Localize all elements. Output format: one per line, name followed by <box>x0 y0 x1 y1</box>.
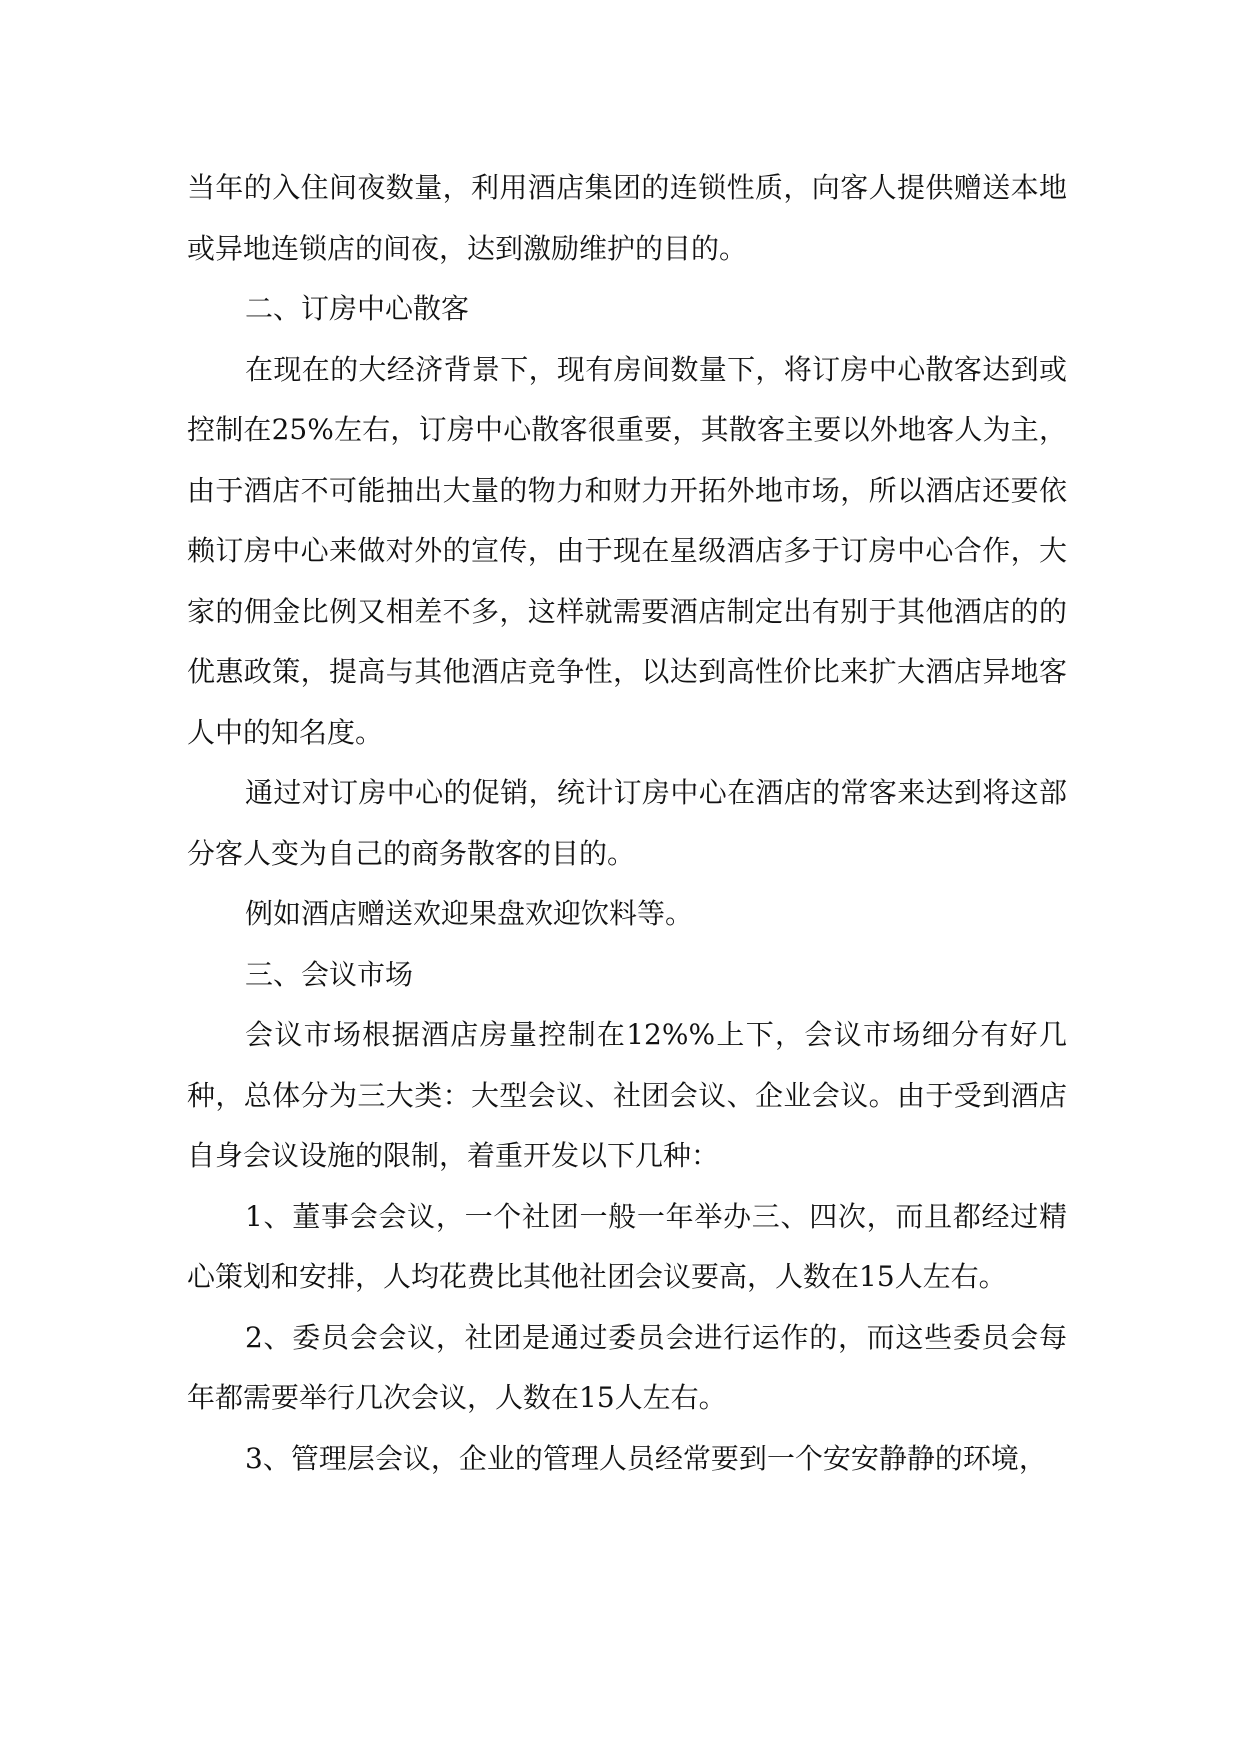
paragraph-booking-center: 在现在的大经济背景下，现有房间数量下，将订房中心散客达到或控制在25%左右，订房中心散客很重要，其散客主要以外地客人为主，由于酒店不可能抽出大量的物力和财力开拓外地市场，所以酒店还要依赖订房中心来做对外的宣传，由于现在星级酒店多于订房中心合作，大家的佣金比例又相差不多，这样就需要酒店制定出有别于其他酒店的的优惠政策，提高与其他酒店竞争性，以达到高性价比来扩大酒店异地客人中的知名度。 <box>187 352 1067 749</box>
list-item-committee-meeting: 2、委员会会议，社团是通过委员会进行运作的，而这些委员会每年都需要举行几次会议，人数在15人左右。 <box>187 1320 1067 1414</box>
paragraph-stay-nights: 当年的入住间夜数量，利用酒店集团的连锁性质，向客人提供赠送本地或异地连锁店的间夜，达到激励维护的目的。 <box>187 171 1067 265</box>
paragraph-promotion: 通过对订房中心的促销，统计订房中心在酒店的常客来达到将这部分客人变为自己的商务散客的目的。 <box>187 776 1067 870</box>
heading-booking-center: 二、订房中心散客 <box>245 292 470 325</box>
paragraph-example: 例如酒店赠送欢迎果盘欢迎饮料等。 <box>245 897 694 930</box>
paragraph-conference-market: 会议市场根据酒店房量控制在12%%上下，会议市场细分有好几种，总体分为三大类：大型会议、社团会议、企业会议。由于受到酒店自身会议设施的限制，着重开发以下几种： <box>187 1018 1067 1172</box>
document-body <box>187 158 1067 1489</box>
heading-conference-market: 三、会议市场 <box>245 957 414 991</box>
list-item-board-meeting: 1、董事会会议，一个社团一般一年举办三、四次，而且都经过精心策划和安排，人均花费比其他社团会议要高，人数在15人左右。 <box>187 1199 1067 1293</box>
list-item-management-meeting: 3、管理层会议，企业的管理人员经常要到一个安安静静的环境， <box>245 1441 1047 1475</box>
